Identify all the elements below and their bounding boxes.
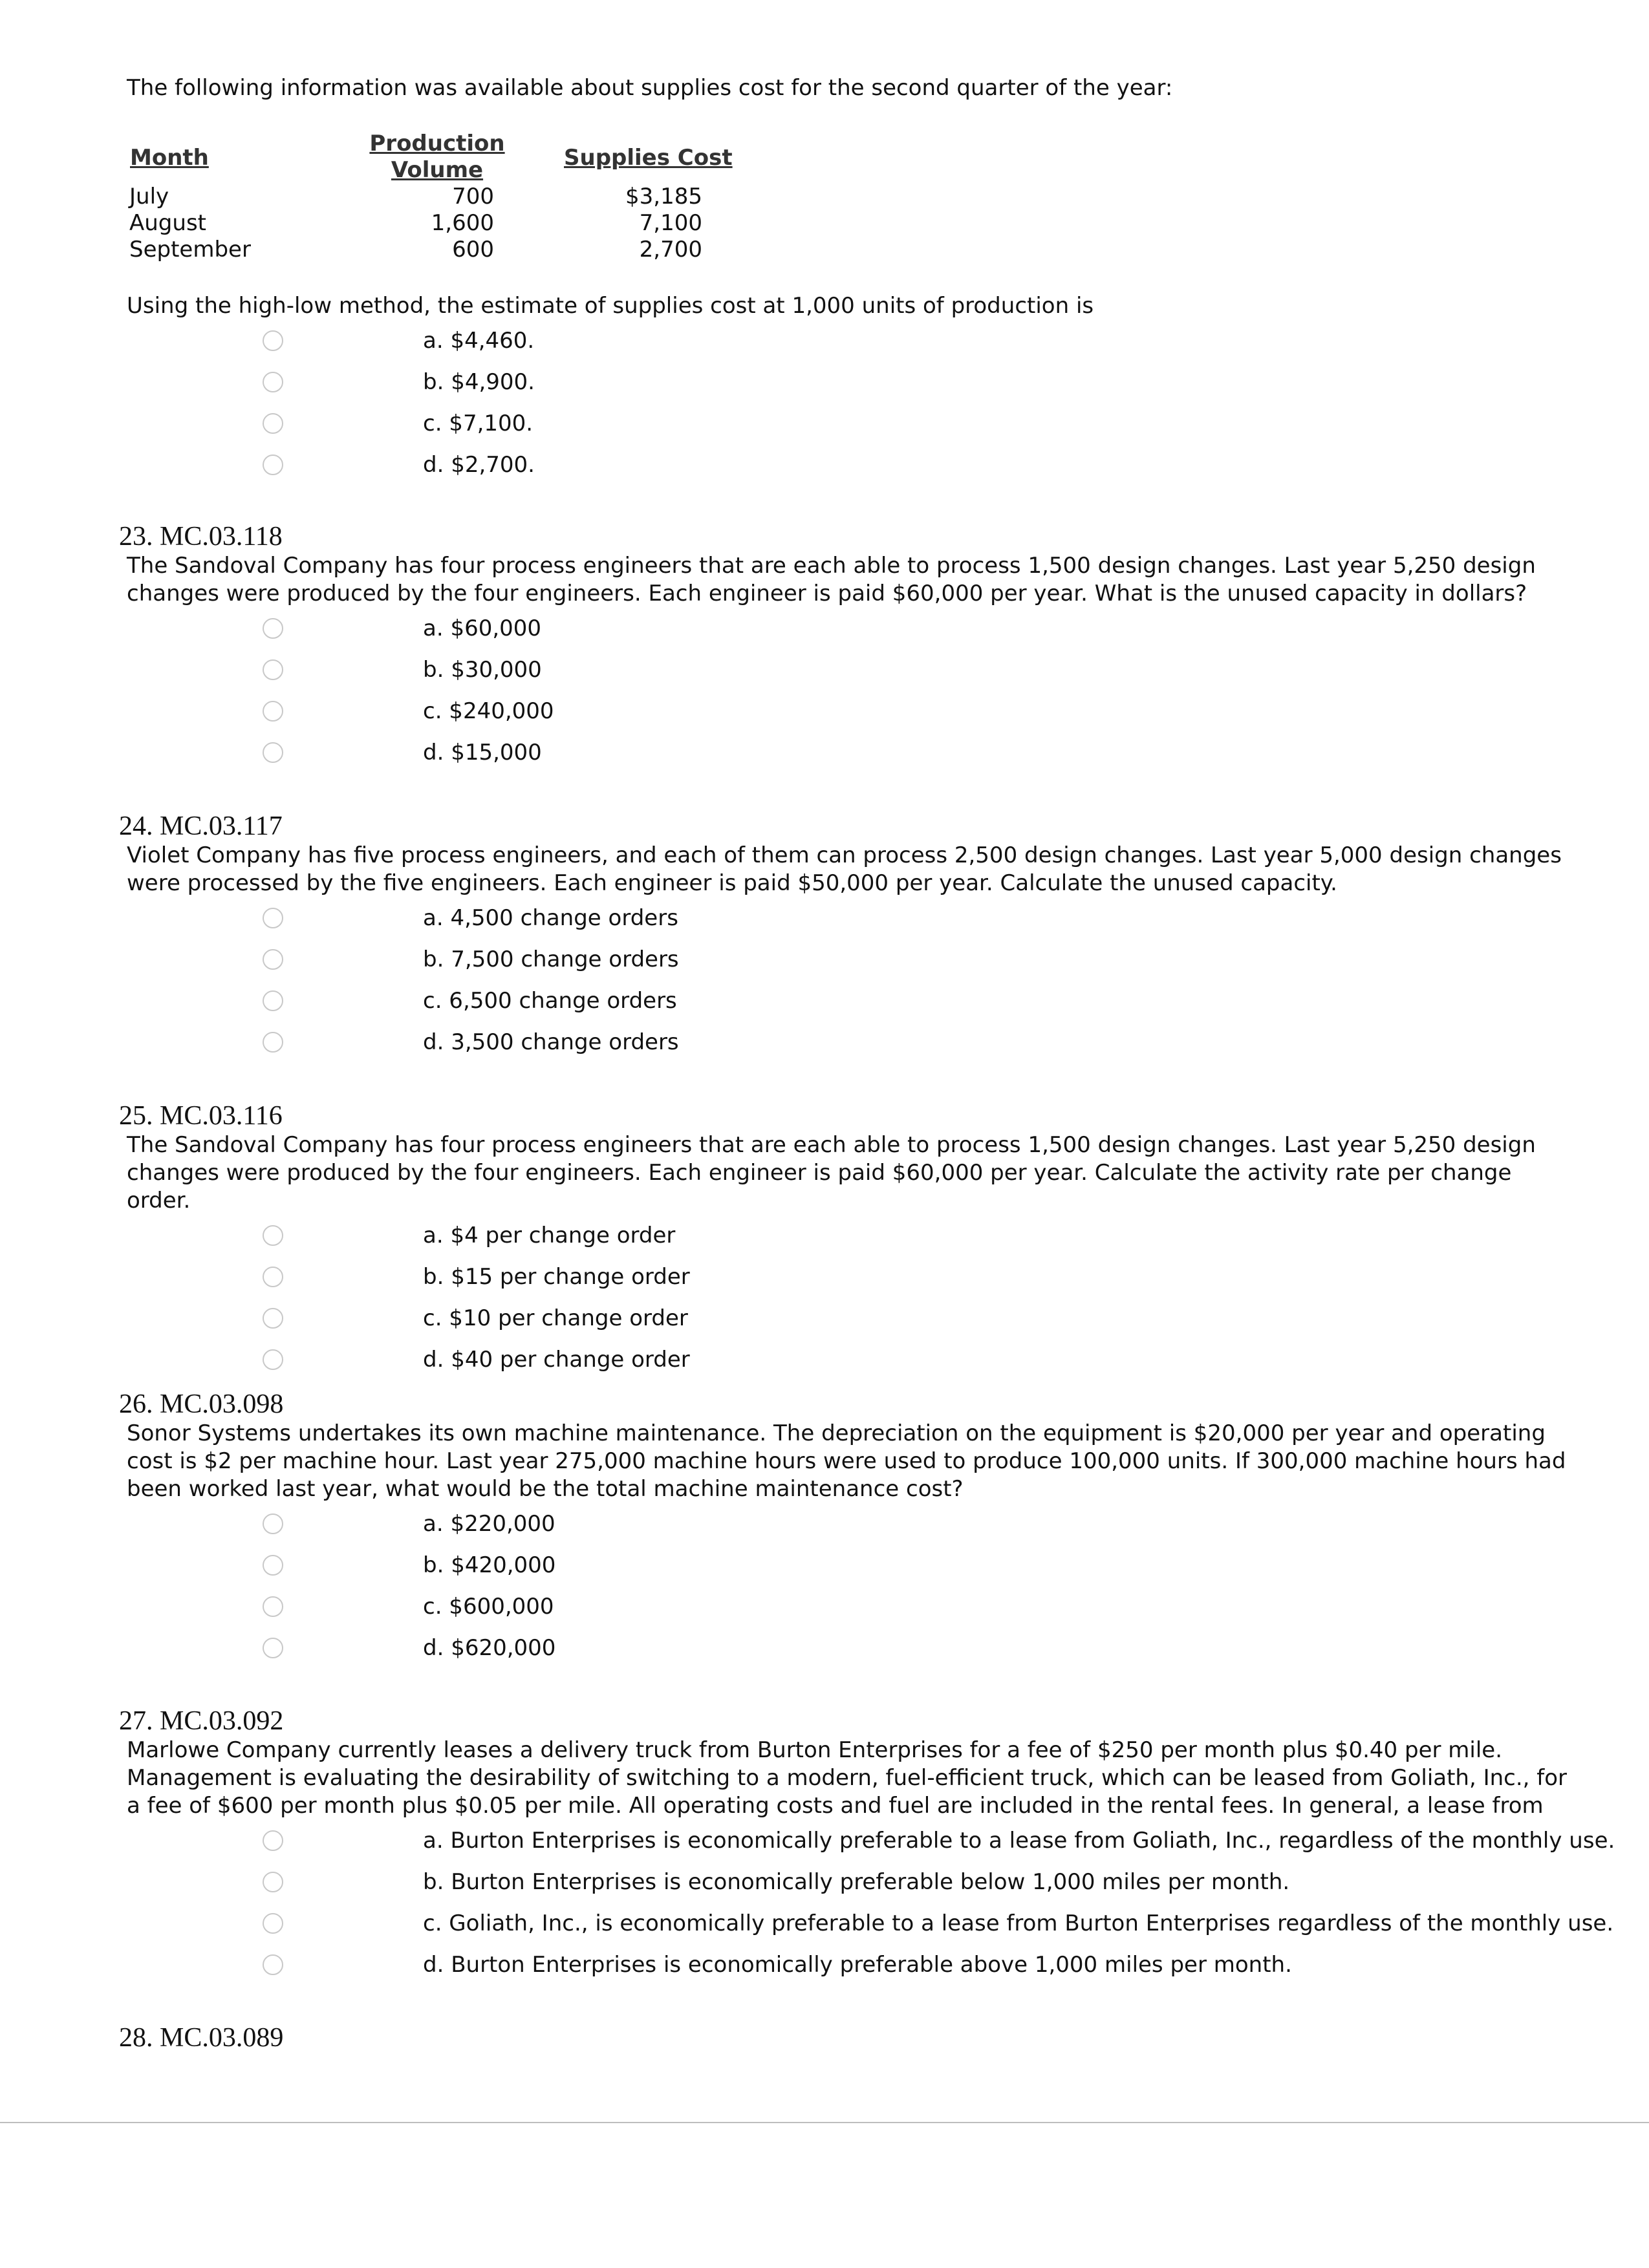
radio-button[interactable] (263, 1872, 283, 1892)
production-volume-header (347, 131, 528, 184)
table-cell-month: September (129, 237, 251, 262)
answer-option[interactable] (127, 1550, 1582, 1591)
answer-option[interactable] (127, 1591, 1582, 1632)
radio-button[interactable] (263, 618, 283, 639)
radio-button[interactable] (263, 1267, 283, 1287)
radio-button[interactable] (263, 1032, 283, 1053)
answer-option[interactable] (127, 367, 1582, 408)
question-header: 25. MC.03.116 (119, 1101, 283, 1131)
radio-button[interactable] (263, 742, 283, 763)
option-label: b. Burton Enterprises is economically preferable below 1,000 miles per month. (423, 1869, 1290, 1895)
option-label: a. $220,000 (423, 1511, 555, 1537)
option-label: d. $40 per change order (423, 1347, 690, 1373)
question-header: 27. MC.03.092 (119, 1706, 284, 1736)
option-label: c. $240,000 (423, 698, 554, 724)
option-label: d. $2,700. (423, 452, 535, 478)
volume-column (372, 184, 494, 263)
radio-button[interactable] (263, 330, 283, 351)
radio-button[interactable] (263, 990, 283, 1011)
cost-column (566, 184, 702, 263)
question-header: 24. MC.03.117 (119, 811, 283, 841)
answer-option[interactable] (127, 1867, 1582, 1908)
question-stem: Violet Company has five process engineers, and each of them can process 2,500 design changes. Last year 5,000 design changes were processed by the five engineers. Each engineer is paid $50,000 per year. Calculate the unused capacity. (127, 842, 1562, 896)
question-stem: Sonor Systems undertakes its own machine maintenance. The depreciation on the equipment is $20,000 per year and operating cost is $2 per machine hour. Last year 275,000 machine hours were used to produce 100,000 units. If 300,000 machine hours had been worked last year, what would be the total machine maintenance cost? (127, 1420, 1566, 1502)
answer-options (127, 1220, 1582, 1385)
answer-option[interactable] (127, 1508, 1582, 1550)
question-24 (119, 811, 1582, 1068)
question-27 (119, 1706, 1615, 1991)
month-header: Month (130, 145, 209, 171)
question-stem: Marlowe Company currently leases a delivery truck from Burton Enterprises for a fee of $250 per month plus $0.40 per mile. Management is evaluating the desirability of switching to a modern, fuel-efficient truck, which can be leased from Goliath, Inc., for a fee of $600 per month plus $0.05 per mile. All operating costs and fuel are included in the rental fees. In general, a lease from (127, 1737, 1568, 1819)
answer-option[interactable] (127, 1220, 1582, 1261)
table-cell-cost: $3,185 (625, 184, 702, 209)
question-stem: The Sandoval Company has four process engineers that are each able to process 1,500 design changes. Last year 5,250 design changes were produced by the four engineers. Each engineer is paid $60,000 per year. What is the unused capacity in dollars? (127, 553, 1536, 606)
radio-button[interactable] (263, 1954, 283, 1975)
answer-option[interactable] (127, 1632, 1582, 1674)
option-label: a. $4,460. (423, 328, 535, 354)
option-label: d. $620,000 (423, 1635, 556, 1661)
question-header: 28. MC.03.089 (119, 2023, 284, 2053)
radio-button[interactable] (263, 908, 283, 928)
option-label: d. 3,500 change orders (423, 1029, 679, 1055)
option-label: b. $4,900. (423, 369, 535, 395)
table-cell-volume: 600 (452, 237, 494, 262)
answer-options (127, 613, 1582, 778)
answer-option[interactable] (127, 1825, 1615, 1867)
radio-button[interactable] (263, 659, 283, 680)
answer-option[interactable] (127, 737, 1582, 778)
question-23 (119, 521, 1582, 778)
radio-button[interactable] (263, 1830, 283, 1851)
table-cell-cost: 2,700 (639, 237, 702, 262)
radio-button[interactable] (263, 1349, 283, 1370)
question-stem: The Sandoval Company has four process engineers that are each able to process 1,500 design changes. Last year 5,250 design changes were produced by the four engineers. Each engineer is paid $60,000 per year. Calculate the activity rate per change order. (127, 1132, 1536, 1214)
table-cell-month: August (129, 210, 206, 236)
option-label: c. $7,100. (423, 411, 534, 436)
intro-text: The following information was available about supplies cost for the second quarter of the year: (127, 75, 1173, 101)
answer-option[interactable] (127, 944, 1582, 985)
option-label: b. 7,500 change orders (423, 947, 679, 972)
table-cell-cost: 7,100 (639, 210, 702, 236)
option-label: a. $60,000 (423, 615, 542, 641)
page-bottom-divider (0, 2122, 1649, 2123)
question-header: 26. MC.03.098 (119, 1389, 284, 1419)
option-label: d. Burton Enterprises is economically preferable above 1,000 miles per month. (423, 1952, 1292, 1978)
month-column (129, 184, 251, 263)
radio-button[interactable] (263, 1913, 283, 1934)
answer-options (127, 903, 1582, 1068)
option-label: c. $600,000 (423, 1594, 554, 1620)
option-label: c. Goliath, Inc., is economically preferable to a lease from Burton Enterprises regardless of the monthly use. (423, 1910, 1614, 1936)
question-header: 23. MC.03.118 (119, 522, 283, 551)
radio-button[interactable] (263, 1555, 283, 1576)
answer-options (127, 1508, 1582, 1674)
supplies-cost-table (127, 131, 773, 273)
answer-option[interactable] (127, 449, 1582, 491)
option-label: b. $15 per change order (423, 1264, 690, 1290)
option-label: b. $420,000 (423, 1552, 556, 1578)
answer-options (127, 1825, 1615, 1991)
answer-option[interactable] (127, 1949, 1582, 1991)
option-label: c. $10 per change order (423, 1305, 688, 1331)
radio-button[interactable] (263, 1514, 283, 1534)
table-cell-month: July (129, 184, 169, 209)
production-header-line2: Volume (391, 157, 484, 183)
radio-button[interactable] (263, 701, 283, 722)
radio-button[interactable] (263, 949, 283, 970)
question-28 (119, 2022, 1582, 2053)
question-25 (119, 1100, 1582, 1385)
option-label: c. 6,500 change orders (423, 988, 677, 1014)
answer-option[interactable] (127, 613, 1582, 654)
production-header-line1: Production (369, 131, 505, 156)
answer-option[interactable] (127, 1908, 1614, 1949)
answer-options (127, 325, 1582, 491)
radio-button[interactable] (263, 1225, 283, 1246)
table-cell-volume: 700 (452, 184, 494, 209)
answer-option[interactable] (127, 696, 1582, 737)
answer-option[interactable] (127, 985, 1582, 1027)
radio-button[interactable] (263, 1596, 283, 1617)
radio-button[interactable] (263, 1308, 283, 1329)
answer-option[interactable] (127, 903, 1582, 944)
option-label: a. $4 per change order (423, 1223, 676, 1248)
table-cell-volume: 1,600 (431, 210, 494, 236)
question-22 (127, 292, 1582, 491)
option-label: d. $15,000 (423, 740, 542, 765)
radio-button[interactable] (263, 372, 283, 392)
answer-option[interactable] (127, 1303, 1582, 1344)
question-stem: Using the high-low method, the estimate of supplies cost at 1,000 units of production is (127, 293, 1094, 319)
answer-option[interactable] (127, 654, 1582, 696)
option-label: a. 4,500 change orders (423, 905, 678, 931)
answer-option[interactable] (127, 1344, 1582, 1385)
answer-option[interactable] (127, 325, 1582, 367)
question-26 (119, 1389, 1582, 1674)
radio-button[interactable] (263, 1638, 283, 1658)
option-label: b. $30,000 (423, 657, 542, 683)
answer-option[interactable] (127, 1261, 1582, 1303)
radio-button[interactable] (263, 413, 283, 434)
supplies-cost-header: Supplies Cost (564, 145, 733, 171)
answer-option[interactable] (127, 408, 1582, 449)
radio-button[interactable] (263, 455, 283, 475)
option-label: a. Burton Enterprises is economically preferable to a lease from Goliath, Inc., regardless of the monthly use. (423, 1828, 1615, 1854)
answer-option[interactable] (127, 1027, 1582, 1068)
